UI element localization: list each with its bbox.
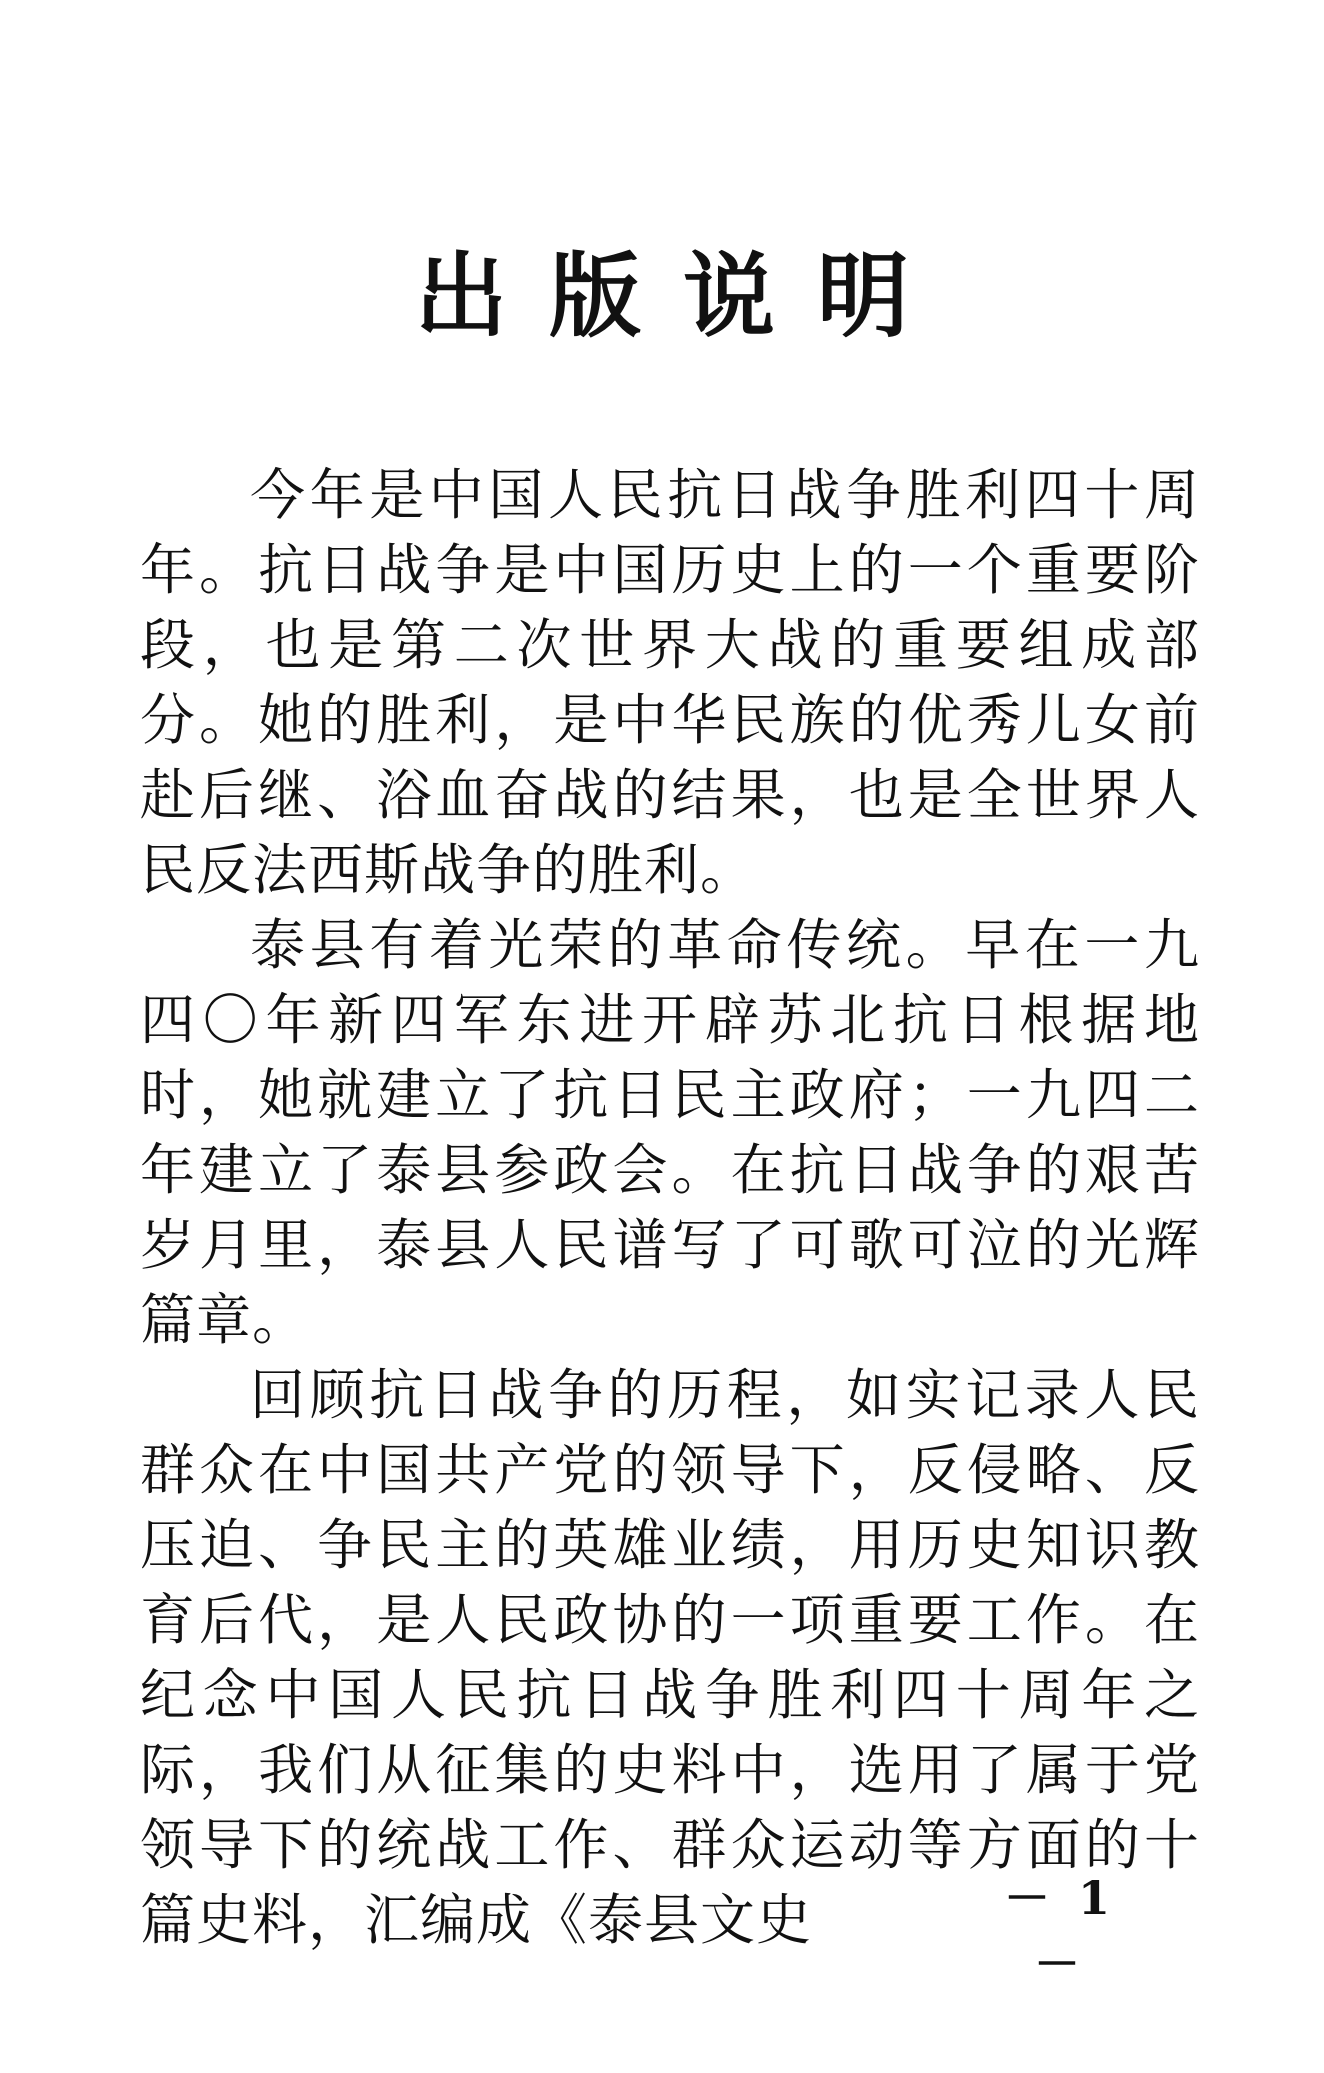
paragraph-3: 回顾抗日战争的历程，如实记录人民群众在中国共产党的领导下，反侵略、反压迫、争民主的英雄业绩，用历史知识教育后代，是人民政协的一项重要工作。在纪念中国人民抗日战争胜利四十周年之际，我们从征集的史料中，选用了属于党领导下的统战工作、群众运动等方面的十篇史料，汇编成《泰县文史 <box>140 1363 1200 1952</box>
paragraph-1: 今年是中国人民抗日战争胜利四十周年。抗日战争是中国历史上的一个重要阶段，也是第二次世界大战的重要组成部分。她的胜利，是中华民族的优秀儿女前赴后继、浴血奋战的结果，也是全世界人民反法西斯战争的胜利。 <box>140 463 1200 902</box>
page-number: － 1 － <box>1003 1871 1117 1991</box>
paragraph-2: 泰县有着光荣的革命传统。早在一九四〇年新四军东进开辟苏北抗日根据地时，她就建立了抗日民主政府；一九四二年建立了泰县参政会。在抗日战争的艰苦岁月里，泰县人民谱写了可歌可泣的光辉篇章。 <box>140 913 1200 1352</box>
body-text <box>140 458 1200 1958</box>
page-title: 出版说明 <box>414 242 951 350</box>
